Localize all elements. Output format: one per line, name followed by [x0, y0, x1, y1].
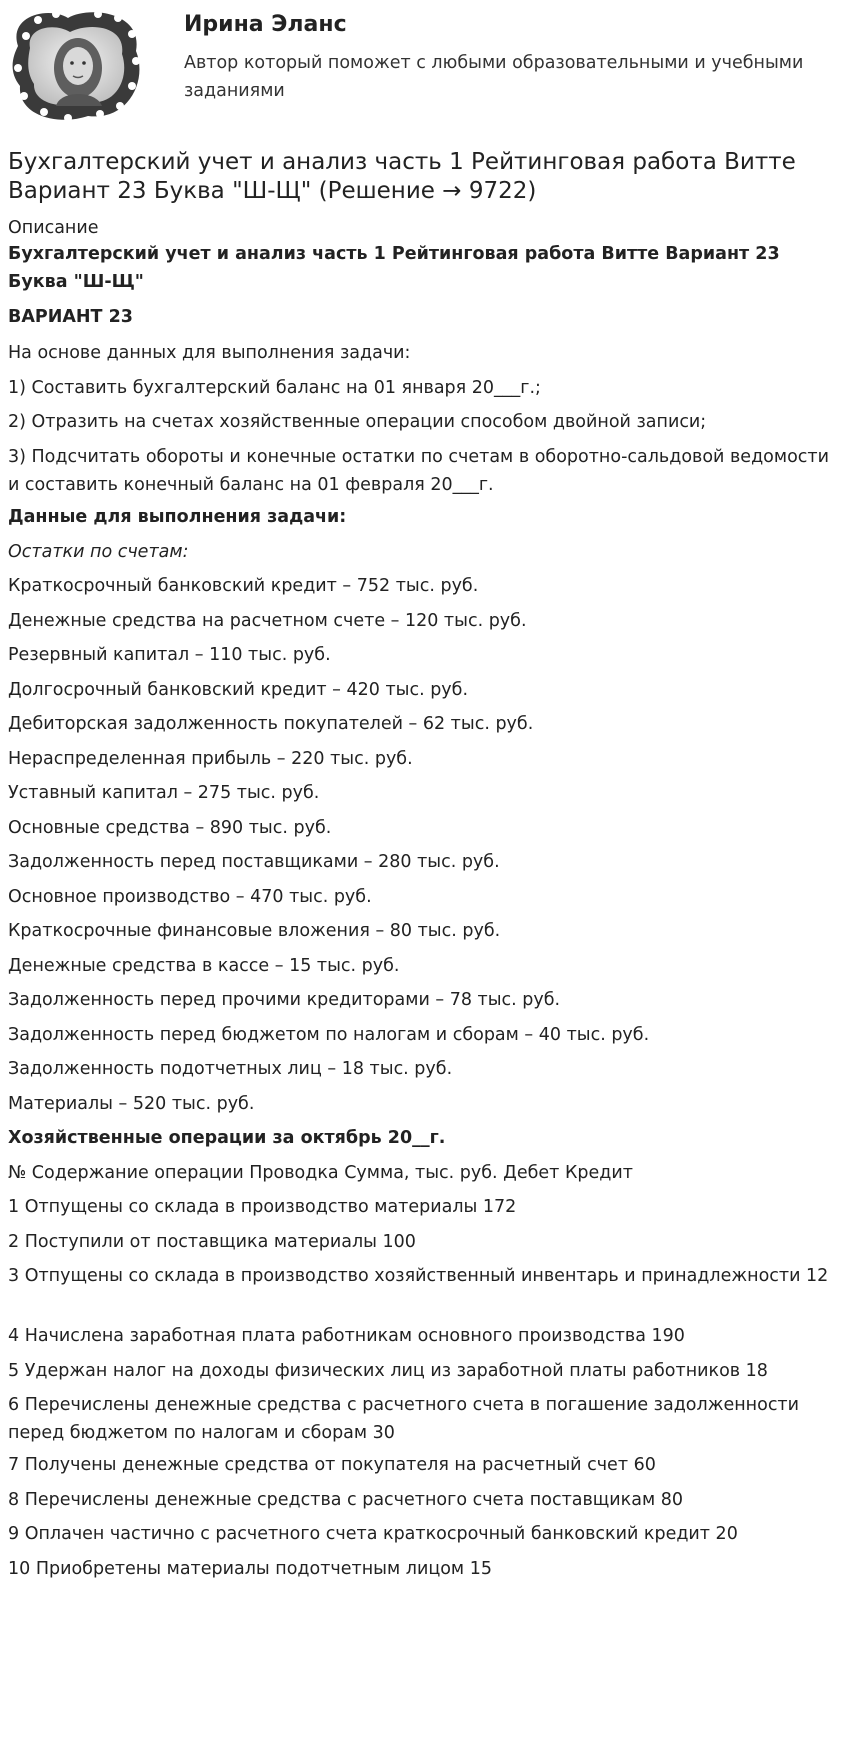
intro-text: На основе данных для выполнения задачи: [8, 343, 411, 363]
balance-item: Долгосрочный банковский кредит – 420 тыс. руб. [8, 680, 469, 700]
balance-item: Денежные средства в кассе – 15 тыс. руб. [8, 956, 400, 976]
operation-item: 2 Поступили от поставщика материалы 100 [8, 1232, 416, 1252]
operations-header: № Содержание операции Проводка Сумма, тыс. руб. Дебет Кредит [8, 1163, 633, 1183]
author-name[interactable]: Ирина Эланс [184, 12, 347, 37]
content-heading: Бухгалтерский учет и анализ часть 1 Рейтинговая работа Витте Вариант 23 Буква "Ш-Щ" [8, 244, 780, 292]
description-label: Описание [8, 218, 99, 238]
operation-item: 3 Отпущены со склада в производство хозяйственный инвентарь и принадлежности 12 [8, 1266, 829, 1286]
author-description: Автор который поможет с любыми образовательными и учебными заданиями [184, 53, 804, 101]
operation-item: 10 Приобретены материалы подотчетным лицом 15 [8, 1559, 492, 1579]
balance-item: Денежные средства на расчетном счете – 120 тыс. руб. [8, 611, 527, 631]
data-heading: Данные для выполнения задачи: [8, 507, 347, 527]
balance-item: Задолженность подотчетных лиц – 18 тыс. руб. [8, 1059, 453, 1079]
page-title: Бухгалтерский учет и анализ часть 1 Рейтинговая работа Витте Вариант 23 Буква "Ш-Щ" (Решение → 9722) [8, 149, 796, 204]
balance-item: Задолженность перед прочими кредиторами – 78 тыс. руб. [8, 990, 561, 1010]
operation-item: 7 Получены денежные средства от покупателя на расчетный счет 60 [8, 1455, 656, 1475]
balance-item: Уставный капитал – 275 тыс. руб. [8, 783, 320, 803]
balance-item: Основное производство – 470 тыс. руб. [8, 887, 372, 907]
balance-item: Краткосрочный банковский кредит – 752 тыс. руб. [8, 576, 479, 596]
balance-item: Резервный капитал – 110 тыс. руб. [8, 645, 331, 665]
operation-item: 1 Отпущены со склада в производство материалы 172 [8, 1197, 517, 1217]
balance-item: Материалы – 520 тыс. руб. [8, 1094, 255, 1114]
balance-item: Дебиторская задолженность покупателей – 62 тыс. руб. [8, 714, 534, 734]
task-item: 1) Составить бухгалтерский баланс на 01 января 20___г.; [8, 378, 541, 398]
operation-item: 5 Удержан налог на доходы физических лиц из заработной платы работников 18 [8, 1361, 768, 1381]
operation-item: 9 Оплачен частично с расчетного счета краткосрочный банковский кредит 20 [8, 1524, 738, 1544]
balances-heading: Остатки по счетам: [8, 542, 189, 562]
balance-item: Задолженность перед бюджетом по налогам и сборам – 40 тыс. руб. [8, 1025, 650, 1045]
operation-item: 4 Начислена заработная плата работникам основного производства 190 [8, 1326, 685, 1346]
balance-item: Задолженность перед поставщиками – 280 тыс. руб. [8, 852, 500, 872]
operation-item: 6 Перечислены денежные средства с расчетного счета в погашение задолженности перед бюджетом по налогам и сборам 30 [8, 1395, 800, 1443]
operations-heading: Хозяйственные операции за октябрь 20__г. [8, 1128, 446, 1148]
author-card [0, 0, 847, 135]
balance-item: Основные средства – 890 тыс. руб. [8, 818, 332, 838]
operation-item: 8 Перечислены денежные средства с расчетного счета поставщикам 80 [8, 1490, 683, 1510]
balance-item: Нераспределенная прибыль – 220 тыс. руб. [8, 749, 413, 769]
variant-label: ВАРИАНТ 23 [8, 307, 133, 327]
task-item: 2) Отразить на счетах хозяйственные операции способом двойной записи; [8, 412, 707, 432]
balance-item: Краткосрочные финансовые вложения – 80 тыс. руб. [8, 921, 501, 941]
author-avatar[interactable] [8, 6, 148, 126]
task-item: 3) Подсчитать обороты и конечные остатки по счетам в оборотно-сальдовой ведомости и составить конечный баланс на 01 февраля 20___г. [8, 447, 829, 495]
